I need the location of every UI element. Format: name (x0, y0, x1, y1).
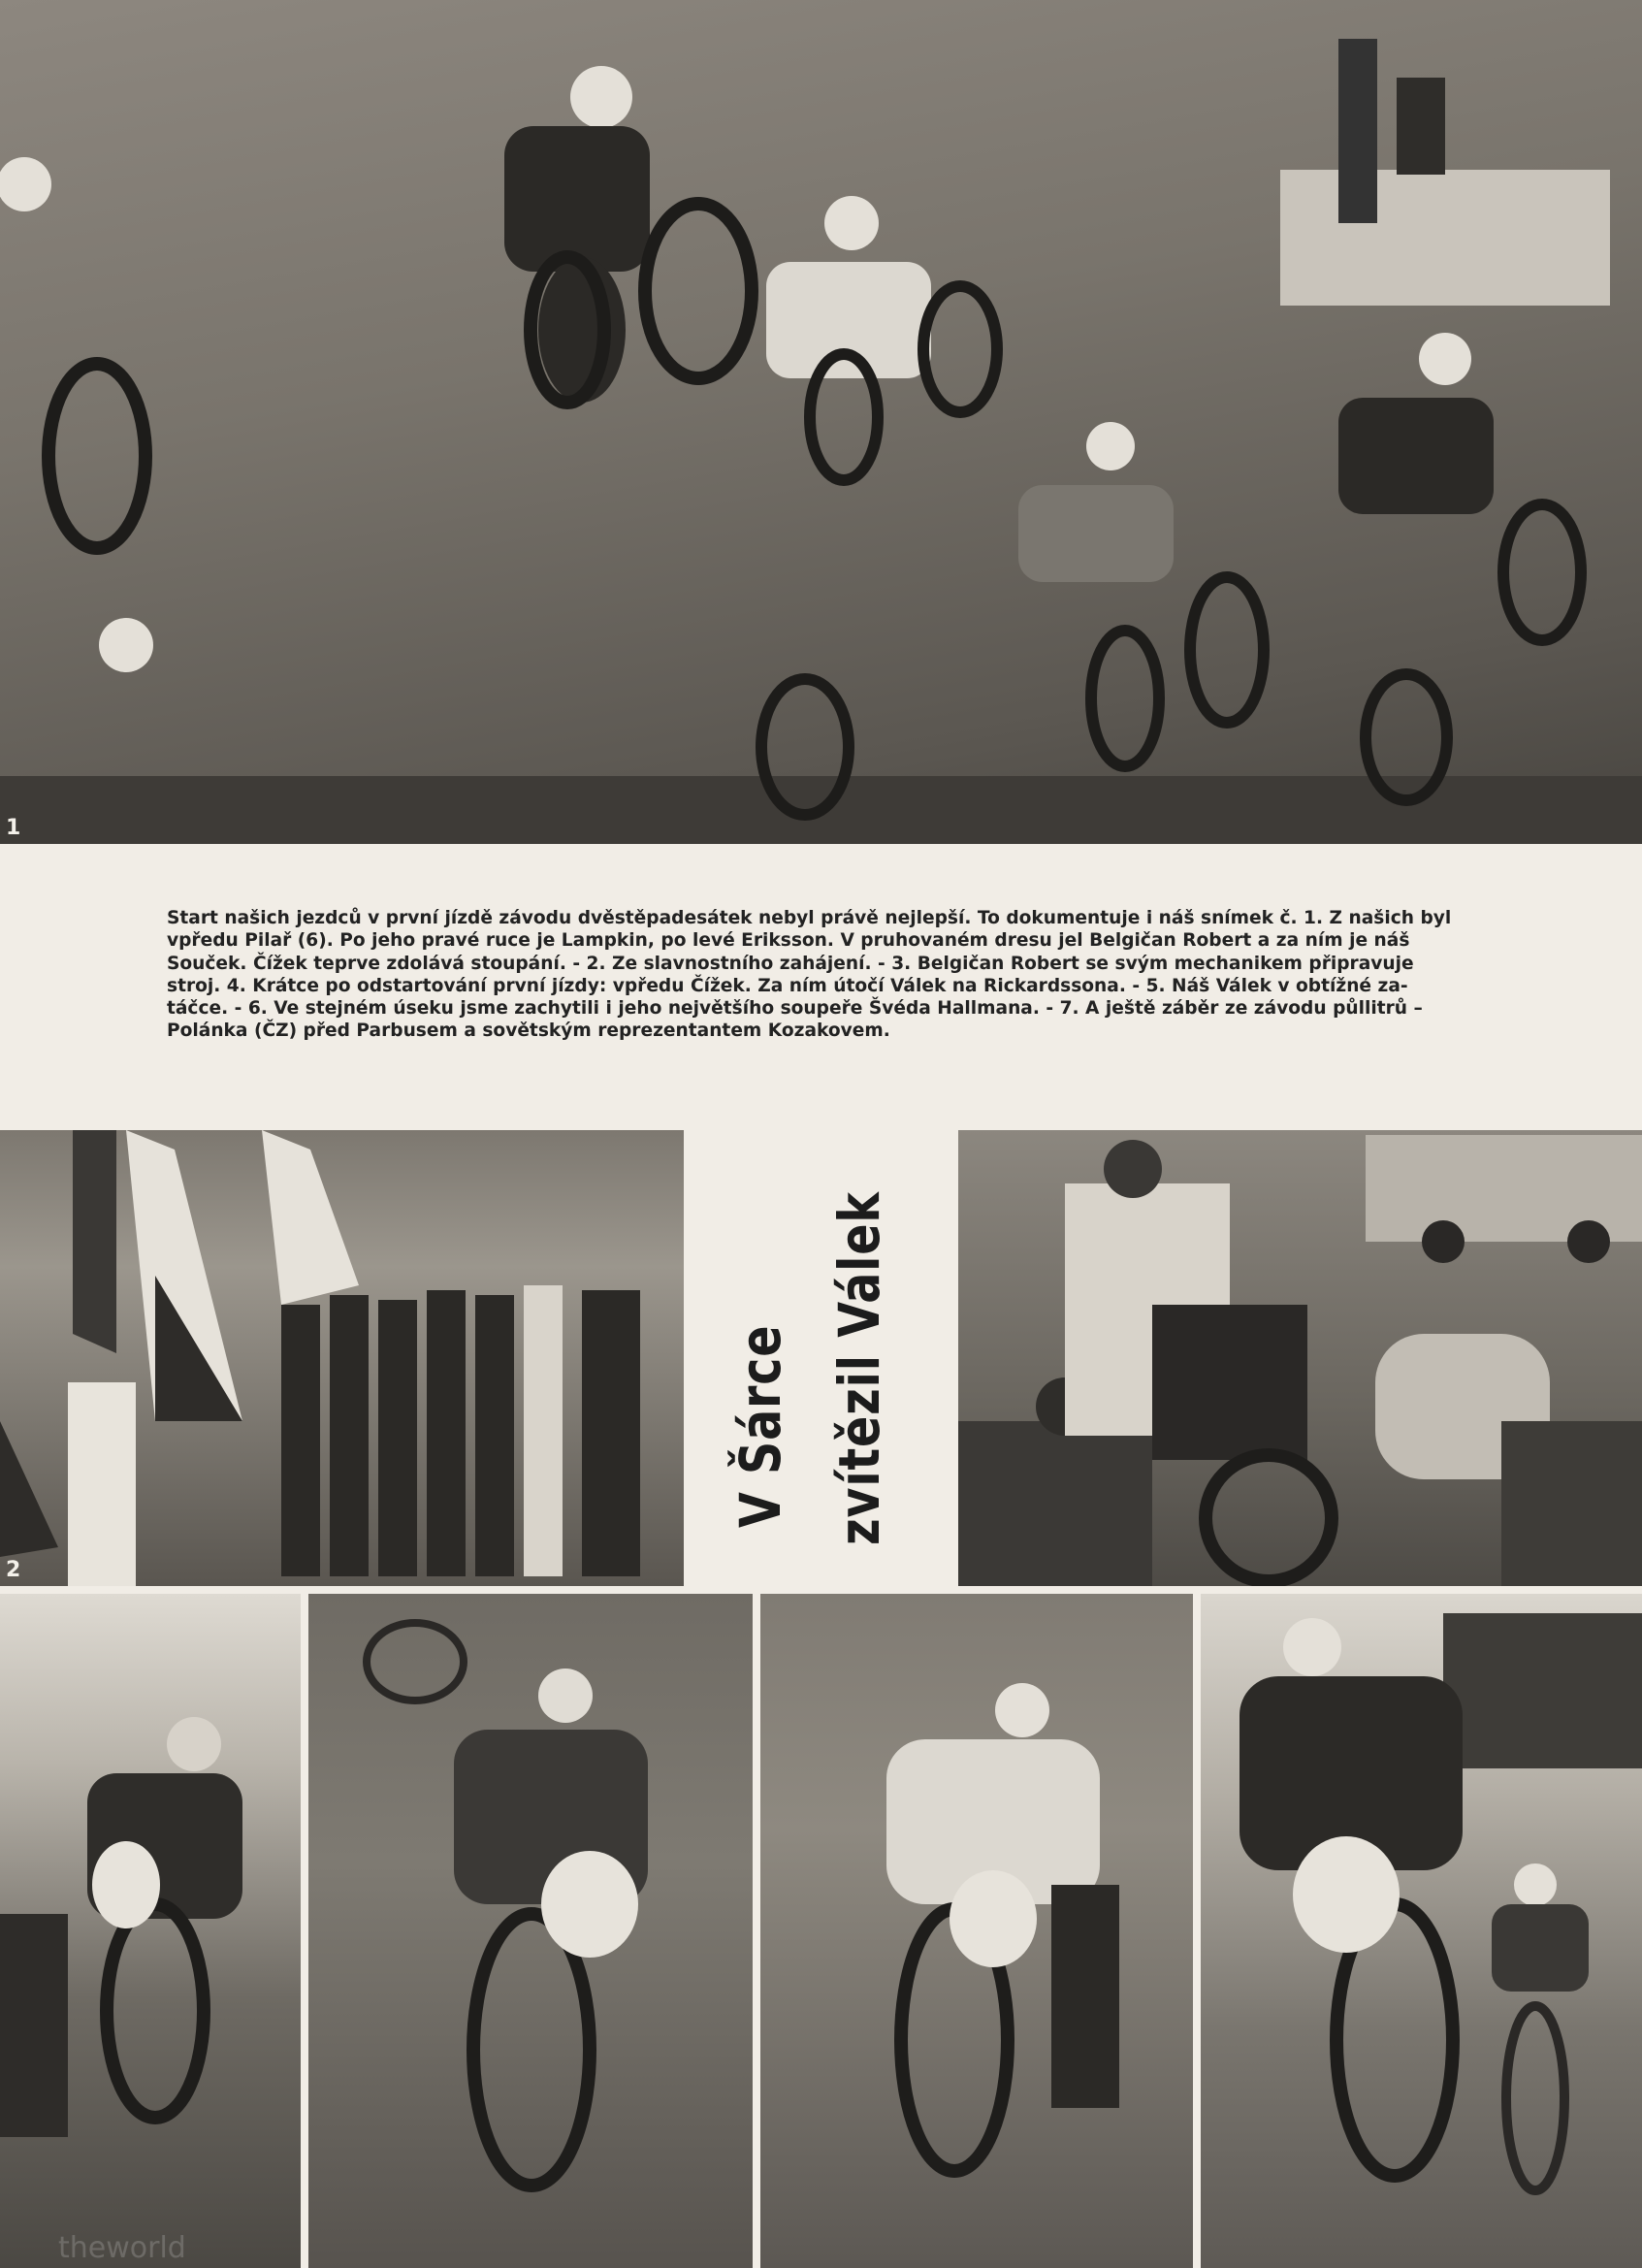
caption-line: stroj. 4. Krátce po odstartování první jízdy: vpředu Čížek. Za ním útočí Válek na Rickardssona. - 5. Náš Válek v obtížné za- (167, 975, 1408, 996)
photo-caption (167, 907, 1505, 1043)
caption-line: Polánka (ČZ) před Parbusem a sovětským reprezentantem Kozakovem. (167, 1021, 890, 1042)
photo-number: 1 (6, 816, 21, 840)
photo-rider-12 (760, 1594, 1193, 2268)
caption-line: táčce. - 6. Ve stejném úseku jsme zachytili i jeho největšího soupeře Švéda Hallmana. - 7. A ještě záběr ze závodu půllitrů – (167, 998, 1423, 1020)
photo-opening-ceremony (0, 1130, 684, 1586)
article-headline (691, 1130, 949, 1586)
photo-number: 2 (6, 1558, 21, 1582)
photo-rider-4 (0, 1594, 301, 2268)
headline-line-1: V Šárce (727, 1324, 793, 1528)
photo-rider-500cc (1201, 1594, 1642, 2268)
watermark: theworld (58, 2231, 186, 2265)
caption-line: Start našich jezdců v první jízdě závodu dvěstěpadesátek nebyl právě nejlepší. To dokumentuje i náš snímek č. 1. Z našich byl (167, 908, 1452, 928)
photo-start-jump (0, 0, 1642, 844)
caption-line: vpředu Pilař (6). Po jeho pravé ruce je Lampkin, po levé Eriksson. V pruhovaném dresu jel Belgičan Robert a za ním je náš (167, 930, 1410, 952)
photo-mechanic (958, 1130, 1642, 1586)
headline-line-2: zvítězil Válek (826, 1191, 892, 1545)
photo-rider-checked-shirt (308, 1594, 753, 2268)
caption-line: Souček. Čížek teprve zdolává stoupání. - 2. Ze slavnostního zahájení. - 3. Belgičan Robert se svým mechanikem připravuje (167, 953, 1414, 974)
